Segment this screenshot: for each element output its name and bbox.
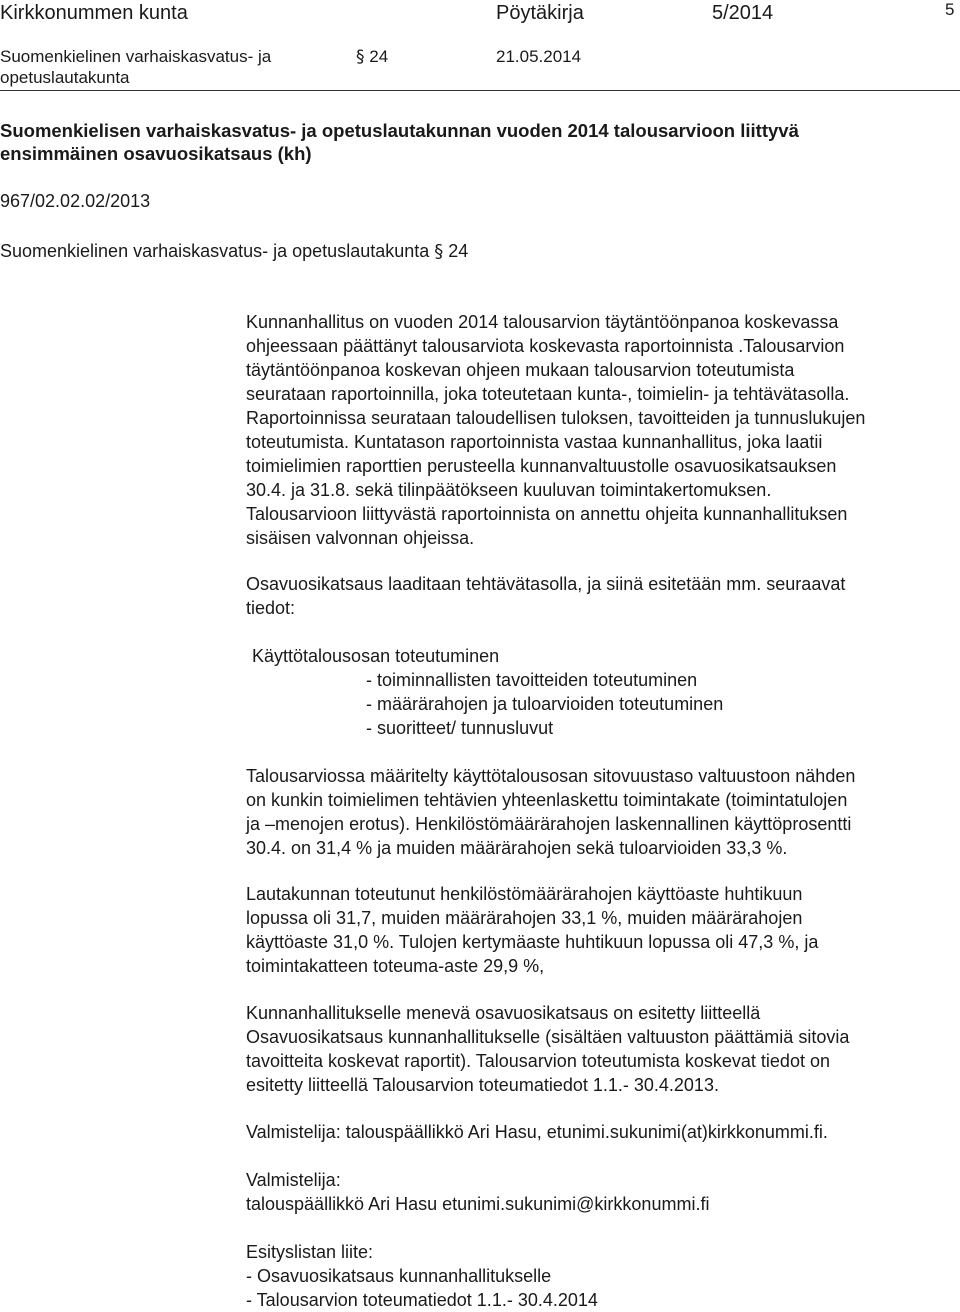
text-line: Valmistelija: talouspäällikkö Ari Hasu, etunimi.sukunimi(at)kirkkonummi.fi. [246,1122,828,1142]
text-line: tiedot: [246,598,296,618]
text-line: toimintakatteen toteuma-aste 29,9 %, [246,956,545,976]
board-section-reference [0,239,468,264]
list-heading: Käyttötalousosan toteutuminen [252,646,500,666]
text-line: esitetty liitteellä Talousarvion toteumatiedot 1.1.- 30.4.2013. [246,1075,719,1095]
lautakunta-paragraph [246,882,958,978]
liite-paragraph [246,1001,958,1097]
header-divider [0,90,960,91]
list-item: - toiminnallisten tavoitteiden toteutuminen [366,670,698,690]
text-line: ohjeessaan päättänyt talousarviota koskevasta raportoinnista .Talousarvion [246,336,845,356]
document-title [0,119,799,165]
esityslista-label: Esityslistan liite: [246,1242,374,1262]
intro-paragraph [246,310,958,550]
text-line: ja –menojen erotus). Henkilöstömäärärahojen laskennallinen käyttöprosentti [246,814,852,834]
board-ref-text: Suomenkielinen varhaiskasvatus- ja opetuslautakunta [0,241,430,261]
section-number: 24 [369,47,389,66]
text-line: sisäisen valvonnan ohjeissa. [246,528,475,548]
org-name: Kirkkonummen kunta [0,2,188,24]
list-item: - määrärahojen ja tuloarvioiden toteutuminen [366,694,724,714]
text-line: lopussa oli 31,7, muiden määrärahojen 33,1 %, muiden määrärahojen [246,908,803,928]
text-line: toteutumista. Kuntatason raportoinnista vastaa kunnanhallitus, joka laatii [246,432,823,452]
osavuosikatsaus-paragraph [246,572,958,620]
valmistelija-line [246,1120,958,1144]
attachment-item: - Talousarvion toteumatiedot 1.1.- 30.4.2014 [246,1290,598,1310]
text-line: Osavuosikatsaus kunnanhallitukselle (sisältäen valtuuston päättämiä sitovia [246,1027,850,1047]
title-line: ensimmäinen osavuosikatsaus (kh) [0,143,312,164]
esityslista-block [246,1240,958,1312]
board-name-line1: Suomenkielinen varhaiskasvatus- ja [0,47,272,66]
text-line: toimielimien raporttien perusteella kunnanvaltuustolle osavuosikatsauksen [246,456,837,476]
section-symbol-icon: § [434,241,444,262]
valmistelija-block [246,1168,958,1216]
case-reference: 967/02.02.02/2013 [0,191,151,211]
text-line: täytäntöönpanoa koskevan ohjeen mukaan talousarvion toteutumista [246,360,795,380]
text-line: Kunnanhallitus on vuoden 2014 talousarvion täytäntöönpanoa koskevassa [246,312,839,332]
text-line: Talousarvioon liittyvästä raportoinnista on annettu ohjeita kunnanhallituksen [246,504,848,524]
text-line: on kunkin toimielimen tehtävien yhteenlaskettu toimintakate (toimintatulojen [246,790,848,810]
board-ref-number: 24 [448,241,469,261]
attachment-item: - Osavuosikatsaus kunnanhallitukselle [246,1266,552,1286]
page-number: 5 [945,0,955,19]
section-reference [356,47,388,67]
issue-number: 5/2014 [712,2,774,24]
board-name-line2: opetuslautakunta [0,68,130,87]
text-line: Osavuosikatsaus laaditaan tehtävätasolla, ja siinä esitetään mm. seuraavat [246,574,846,594]
doc-type: Pöytäkirja [496,2,584,24]
list-item: - suoritteet/ tunnusluvut [366,718,554,738]
text-line: 30.4. on 31,4 % ja muiden määrärahojen sekä tuloarvioiden 33,3 %. [246,838,788,858]
sitovuus-paragraph [246,764,958,860]
text-line: Kunnanhallitukselle menevä osavuosikatsaus on esitetty liitteellä [246,1003,761,1023]
text-line: tavoitteita koskevat raportit). Talousarvion toteutumista koskevat tiedot on [246,1051,830,1071]
valmistelija-label: Valmistelija: [246,1170,341,1190]
text-line: 30.4. ja 31.8. sekä tilinpäätökseen kuuluvan toimintakertomuksen. [246,480,772,500]
text-line: Talousarviossa määritelty käyttötalousosan sitovuustaso valtuustoon nähden [246,766,856,786]
valmistelija-text: talouspäällikkö Ari Hasu etunimi.sukunimi@kirkkonummi.fi [246,1194,710,1214]
meeting-date: 21.05.2014 [496,47,582,66]
title-line: Suomenkielisen varhaiskasvatus- ja opetuslautakunnan vuoden 2014 talousarvioon liittyvä [0,120,799,141]
text-line: Lautakunnan toteutunut henkilöstömäärärahojen käyttöaste huhtikuun [246,884,803,904]
section-symbol-icon: § [356,47,365,67]
text-line: käyttöaste 31,0 %. Tulojen kertymäaste huhtikuun lopussa oli 47,3 %, ja [246,932,819,952]
text-line: Raportoinnissa seurataan taloudellisen tuloksen, tavoitteiden ja tunnuslukujen [246,408,866,428]
text-line: seurataan raportoinnilla, joka toteutetaan kunta-, toimielin- ja tehtävätasolla. [246,384,850,404]
